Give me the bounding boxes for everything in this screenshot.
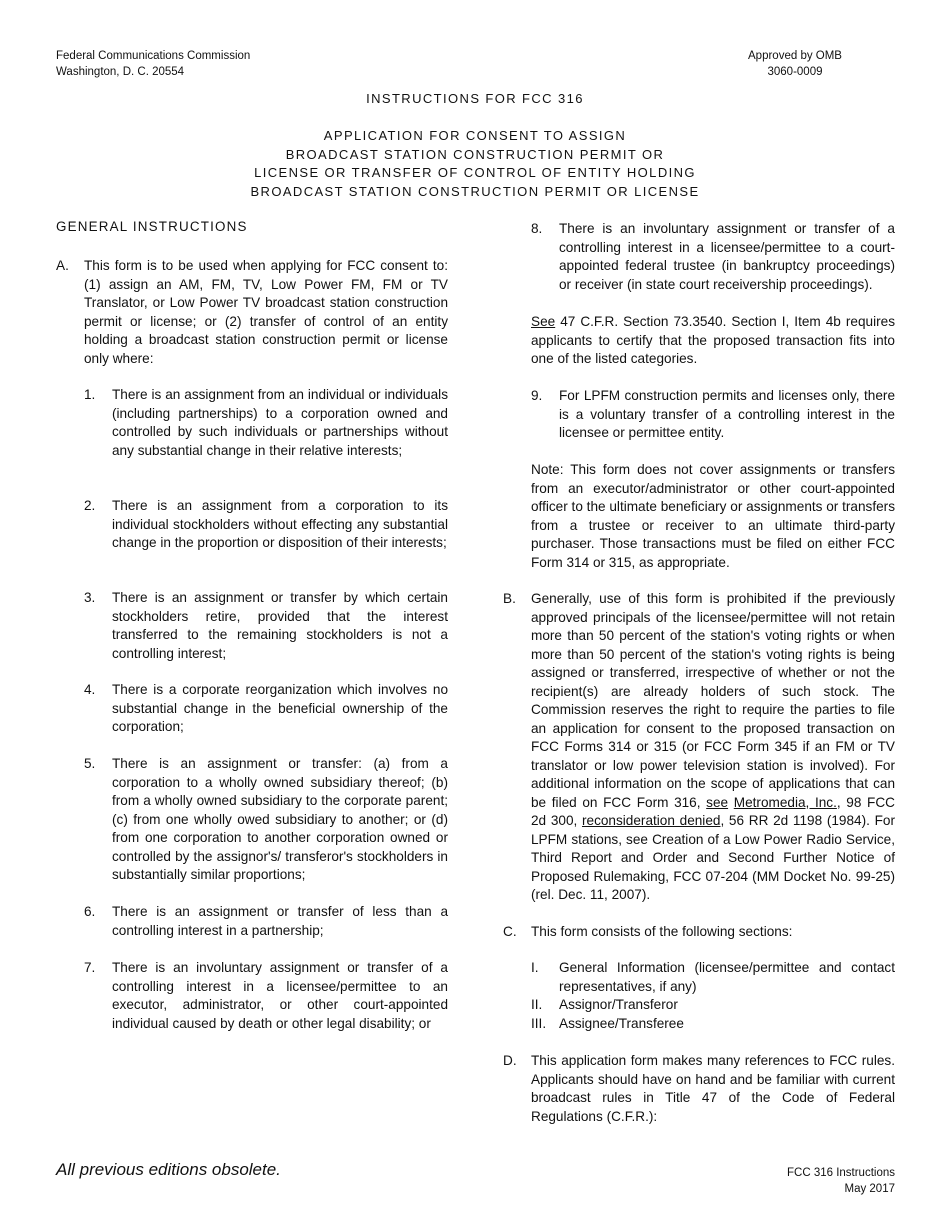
document-subtitle [0, 127, 950, 201]
omb-number: 3060-0009 [767, 66, 823, 78]
subtitle-line-4: BROADCAST STATION CONSTRUCTION PERMIT OR LICENSE [250, 183, 700, 199]
item-text: There is an assignment from an individual or individuals (including partnerships) to a corporation owned and controlled by such individuals or partnerships without any substantial change in their relative interests; [112, 387, 448, 458]
item-number: 6. [84, 904, 96, 919]
item-text: There is an assignment from a corporation to its individual stockholders without effecting any substantial change in the proportion or disposition of their interests; [112, 498, 448, 550]
section-text: General Information (licensee/permittee and contact representatives, if any) [559, 960, 895, 994]
item-text: There is a corporate reorganization which involves no substantial change in the beneficial ownership of the corporation; [112, 682, 448, 734]
item-number: 8. [531, 221, 543, 236]
item-text: There is an involuntary assignment or transfer of a controlling interest in a licensee/permittee to a court-appointed federal trustee (in bankruptcy proceedings) or receiver (in state court receivership proceedings). [559, 221, 895, 292]
subtitle-line-1: APPLICATION FOR CONSENT TO ASSIGN [323, 128, 627, 143]
item-number: 7. [84, 960, 96, 975]
item-text: For LPFM construction permits and licenses only, there is a voluntary transfer of a controlling interest in the licensee or permittee entity. [559, 388, 895, 440]
paragraph-a-text: This form is to be used when applying for FCC consent to: (1) assign an AM, FM, TV, Low Power FM, FM or TV Translator, or Low Power TV broadcast station construction permit or license; or (2) transfer of control of an entity holding a broadcast station construction permit or license only where: [84, 258, 448, 366]
agency-name: Federal Communications Commission [56, 50, 251, 62]
subtitle-line-3: LICENSE OR TRANSFER OF CONTROL OF ENTITY HOLDING [254, 165, 696, 180]
item-text: There is an assignment or transfer by which certain stockholders retire, provided that the interest transferred to the remaining stockholders is not a controlling interest; [112, 590, 448, 661]
section-text: Assignee/Transferee [559, 1016, 684, 1031]
see-citation: see [706, 794, 729, 810]
paragraph-b-part-2: , 98 FCC 2d 300, [531, 794, 895, 828]
paragraph-c-letter: C. [503, 924, 517, 939]
obsolete-notice: All previous editions obsolete. [56, 1160, 281, 1179]
see-paragraph [531, 313, 895, 369]
section-heading: GENERAL INSTRUCTIONS [56, 219, 248, 234]
paragraph-c-text: This form consists of the following sections: [531, 924, 793, 939]
item-text: There is an assignment or transfer: (a) from a corporation to a wholly owned subsidiary thereof; (b) from a wholly owned subsidiary to the corporate parent; (c) from one wholly owed subsidiary to another; or (d) from one corporation to another corporation owned or controlled by the assignor's/ transferor's stockholders in substantially similar proportions; [112, 756, 448, 882]
form-footer [740, 1165, 895, 1197]
see-link-text: See [531, 314, 556, 329]
item-text: There is an involuntary assignment or transfer of a controlling interest in a licensee/permittee to an executor, administrator, or other court-appointed individual caused by death or other legal disability; or [112, 960, 448, 1031]
paragraph-b-text [531, 590, 895, 905]
section-number: III. [531, 1016, 547, 1031]
section-text: Assignor/Transferor [559, 997, 678, 1012]
form-date: May 2017 [844, 1183, 895, 1195]
paragraph-d-letter: D. [503, 1053, 517, 1068]
agency-block [56, 48, 356, 80]
item-number: 4. [84, 682, 96, 697]
section-number: I. [531, 960, 539, 975]
omb-block [700, 48, 890, 80]
paragraph-b-letter: B. [503, 591, 516, 606]
agency-address: Washington, D. C. 20554 [56, 66, 185, 78]
reconsideration-citation: reconsideration denied [581, 813, 721, 828]
paragraph-a-letter: A. [56, 258, 69, 273]
paragraph-b-part-1: Generally, use of this form is prohibited if the previously approved principals of the licensee/permittee will not retain more than 50 percent of the station's voting rights or when more than 50 percent of the station's voting rights is being assigned or transferred, irrespective of whether or not the recipient(s) are already holders of such stock. The Commission reserves the right to require the parties to file an application for consent to the proposed transaction on FCC Forms 314 or 315 (or FCC Form 345 if an FM or TV translator or low power television station is involved). For additional information on the scope of applications that can be filed on FCC Form 316, [531, 591, 895, 810]
note-paragraph: Note: This form does not cover assignments or transfers from an executor/administrator or other court-appointed officer to the ultimate beneficiary or assignments or transfers from a trustee or receiver to an ultimate third-party purchaser. Those transactions must be filed on either FCC Form 314 or 315, as appropriate. [531, 462, 895, 570]
see-paragraph-text: 47 C.F.R. Section 73.3540. Section I, Item 4b requires applicants to certify that the proposed transaction fits into one of the listed categories. [531, 314, 895, 366]
item-number: 3. [84, 590, 96, 605]
form-name: FCC 316 Instructions [786, 1167, 895, 1179]
item-number: 5. [84, 756, 96, 771]
omb-approval: Approved by OMB [748, 50, 842, 62]
paragraph-d-text: This application form makes many references to FCC rules. Applicants should have on hand and be familiar with current broadcast rules in Title 47 of the Code of Federal Regulations (C.F.R.): [531, 1053, 895, 1124]
item-number: 1. [84, 387, 96, 402]
section-number: II. [531, 997, 543, 1012]
subtitle-line-2: BROADCAST STATION CONSTRUCTION PERMIT OR [285, 146, 665, 162]
paragraph-b-part-3: , 56 RR 2d 1198 (1984). For LPFM stations, see Creation of a Low Power Radio Service, Third Report and Order and Second Further Notice of Proposed Rulemaking, FCC 07-204 (MM Docket No. 99-25)(rel. Dec. 11, 2007). [531, 813, 895, 902]
item-text: There is an assignment or transfer of less than a controlling interest in a partnership; [112, 904, 448, 938]
document-title: INSTRUCTIONS FOR FCC 316 [366, 91, 584, 106]
item-number: 2. [84, 498, 96, 513]
item-number: 9. [531, 388, 543, 403]
metromedia-citation: Metromedia, Inc. [733, 794, 837, 810]
